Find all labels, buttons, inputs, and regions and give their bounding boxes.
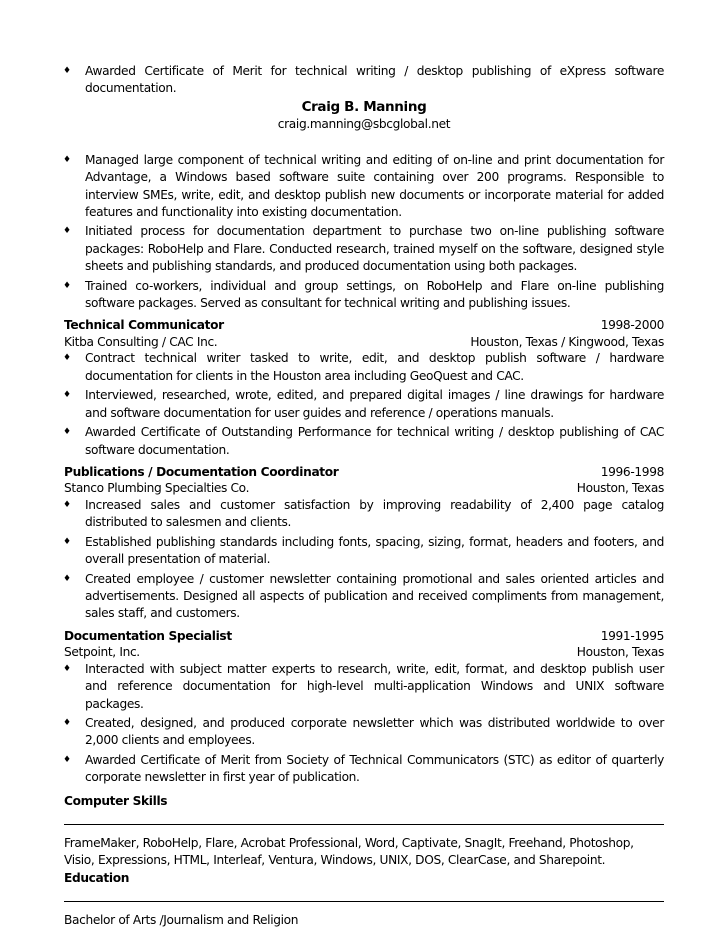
list-item: ♦ Established publishing standards including fonts, spacing, sizing, format, headers and footers, and overall presentation of material. — [63, 534, 664, 567]
diamond-bullet-icon: ♦ — [63, 154, 71, 165]
list-item: ♦ Increased sales and customer satisfaction by improving readability of 2,400 page catalog distributed to salesmen and clients. — [63, 497, 664, 530]
diamond-bullet-icon: ♦ — [63, 499, 71, 510]
location: Houston, Texas / Kingwood, Texas — [470, 334, 664, 349]
list-item: ♦ Trained co-workers, individual and group settings, on RoboHelp and Flare on-line publishing software packages. Served as consultant for technical writing and publishing issues. — [63, 278, 664, 311]
job-entry — [64, 464, 664, 623]
location: Houston, Texas — [576, 481, 664, 496]
list-item: ♦ Interacted with subject matter experts to research, write, edit, format, and desktop publish user and reference documentation for high-level multi-application Windows and UNIX software packages. — [63, 661, 664, 711]
list-item: ♦ Managed large component of technical writing and editing of on-line and print documentation for Advantage, a Windows based software suite containing over 200 programs. Responsible to interview SMEs, write, edit, and desktop publish new documents or incorporate material for added features and functionality into existing documentation. — [63, 152, 664, 220]
job-dates: 1998-2000 — [600, 318, 664, 333]
diamond-bullet-icon: ♦ — [63, 353, 71, 364]
list-item: ♦ Interviewed, researched, wrote, edited, and prepared digital images / line drawings for hardware and software documentation for user guides and reference / operations manuals. — [63, 388, 664, 420]
list-item: ♦ Awarded Certificate of Outstanding Performance for technical writing / desktop publishing of CAC software documentation. — [63, 425, 664, 457]
job-title: Technical Communicator — [64, 318, 224, 333]
section-heading-skills: Computer Skills — [64, 793, 168, 808]
candidate-email: craig.manning@sbcglobal.net — [277, 116, 451, 131]
list-item: ♦ Awarded Certificate of Merit from Society of Technical Communicators (STC) as editor of quarterly corporate newsletter in first year of publication. — [63, 752, 664, 785]
diamond-bullet-icon: ♦ — [63, 663, 71, 674]
company: Setpoint, Inc. — [64, 645, 140, 660]
job-entry — [64, 317, 664, 458]
job-dates: 1996-1998 — [600, 464, 664, 479]
diamond-bullet-icon: ♦ — [63, 427, 71, 438]
diamond-bullet-icon: ♦ — [63, 573, 71, 584]
diamond-bullet-icon: ♦ — [63, 536, 71, 547]
list-item: ♦ Created, designed, and produced corporate newsletter which was distributed worldwide to over 2,000 clients and employees. — [63, 715, 664, 748]
section-heading-education: Education — [64, 871, 130, 886]
diamond-bullet-icon: ♦ — [63, 66, 71, 76]
skills-text: FrameMaker, RoboHelp, Flare, Acrobat Professional, Word, Captivate, SnagIt, Freehand, Photoshop, Visio, Expressions, HTML, Interleaf, Ventura, Windows, UNIX, DOS, ClearCase, and Sharepoint. — [64, 835, 634, 867]
job-entry — [64, 628, 664, 787]
job-title: Publications / Documentation Coordinator — [64, 464, 339, 479]
resume-page — [64, 0, 664, 930]
list-item: ♦ Initiated process for documentation department to purchase two on-line publishing software packages: RoboHelp and Flare. Conducted research, trained myself on the software, designed style sheets and publishing standards, and produced documentation using both packages. — [63, 224, 664, 274]
job-dates: 1991-1995 — [600, 628, 664, 643]
company: Kitba Consulting / CAC Inc. — [64, 334, 218, 349]
diamond-bullet-icon: ♦ — [63, 226, 71, 237]
diamond-bullet-icon: ♦ — [63, 754, 71, 765]
list-item: ♦ Created employee / customer newsletter containing promotional and sales oriented articles and advertisements. Designed all aspects of publication and received compliments from management, sales staff, and customers. — [63, 571, 664, 621]
award-bullet: ♦ Awarded Certificate of Merit for technical writing / desktop publishing of eXpress software documentation. — [63, 64, 664, 96]
diamond-bullet-icon: ♦ — [63, 390, 71, 401]
list-item: ♦ Contract technical writer tasked to write, edit, and desktop publish software / hardware documentation for clients in the Houston area including GeoQuest and CAC. — [63, 351, 664, 383]
diamond-bullet-icon: ♦ — [63, 717, 71, 728]
education-text: Bachelor of Arts /Journalism and Religion — [64, 913, 299, 928]
location: Houston, Texas — [576, 645, 664, 660]
job-title: Documentation Specialist — [64, 628, 232, 643]
candidate-name: Craig B. Manning — [301, 98, 427, 115]
company: Stanco Plumbing Specialties Co. — [64, 481, 250, 496]
diamond-bullet-icon: ♦ — [63, 280, 71, 291]
